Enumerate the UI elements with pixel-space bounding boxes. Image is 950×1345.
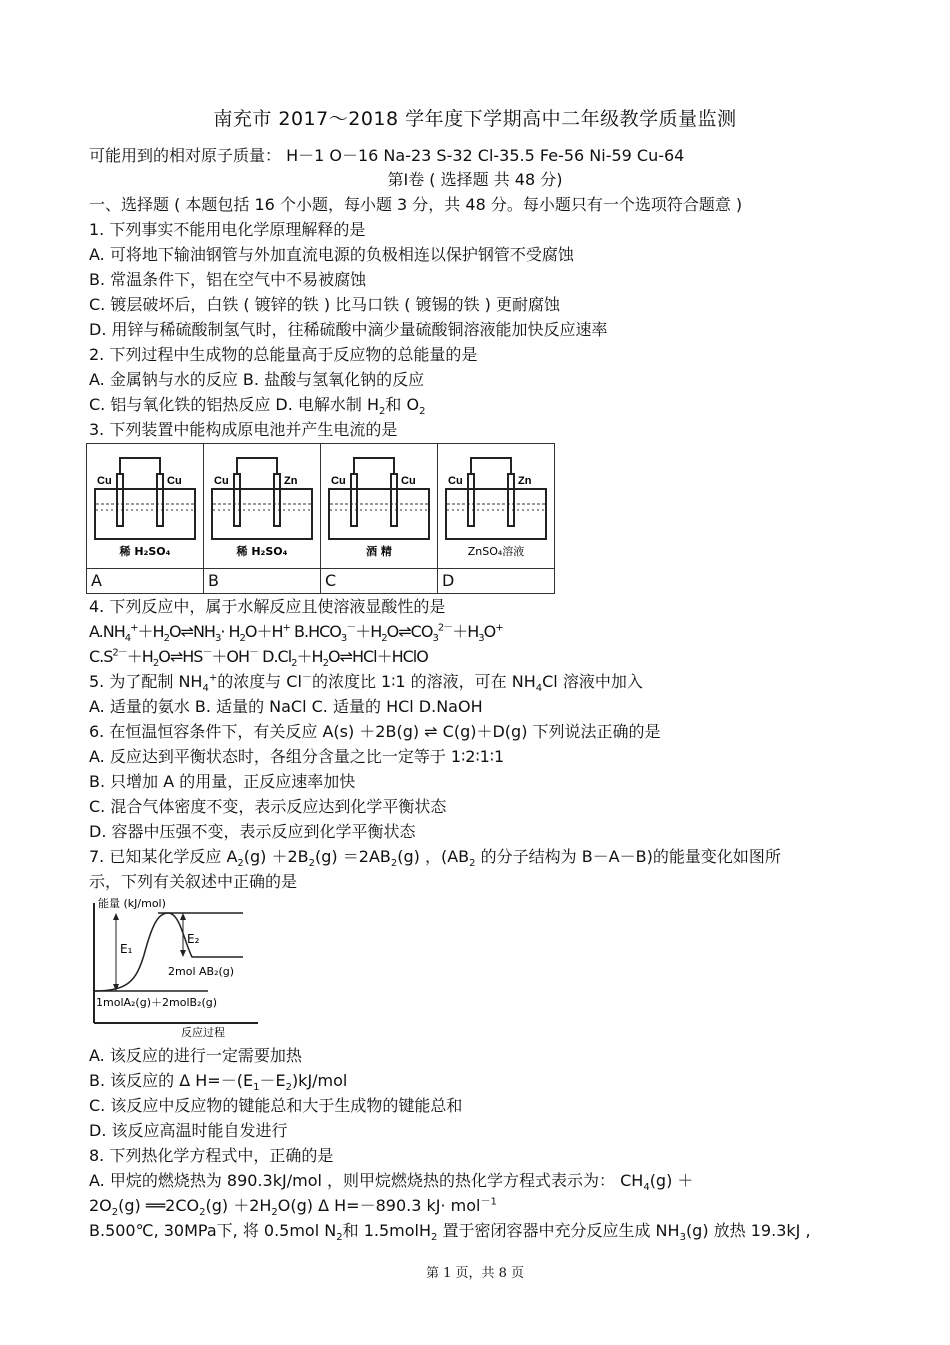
q1-option-d: D. 用锌与稀硫酸制氢气时，往稀硫酸中滴少量硫酸铜溶液能加快反应速率 bbox=[89, 320, 608, 339]
cell-diagram-a bbox=[87, 444, 203, 568]
svg-text:Cu: Cu bbox=[331, 475, 346, 487]
graph-reactant-label: 1molA₂(g)＋2molB₂(g) bbox=[96, 996, 218, 1009]
q2-options-cd: C. 铝与氧化铁的铝热反应 D. 电解水制 $H_2$和 $O_2$ bbox=[89, 395, 426, 418]
svg-text:Zn: Zn bbox=[284, 475, 298, 487]
page-title: 南充市 2017～2018 学年度下学期高中二年级教学质量监测 bbox=[213, 108, 737, 130]
q4-options-ab: $A.NH_4^++H_2O\rightleftharpoons NH_3\cdot H_2O+H^+$ $B.HCO_3^-+H_2O\rightleftharpoons CO_3^{2-}+H_3O^+$ bbox=[89, 622, 503, 645]
q6-option-a: A. 反应达到平衡状态时，各组分含量之比一定等于 1∶2∶1∶1 bbox=[89, 747, 505, 766]
q8-option-a: A. 甲烷的燃烧热为 890.3kJ/mol ，则甲烷燃烧热的热化学方程式表示为： $CH_4(g)$ ＋ bbox=[89, 1171, 694, 1194]
svg-text:Cu: Cu bbox=[214, 475, 229, 487]
q4-stem: 4. 下列反应中，属于水解反应且使溶液显酸性的是 bbox=[89, 597, 446, 616]
cell-label-d: D bbox=[438, 569, 555, 594]
q7-option-d: D. 该反应高温时能自发进行 bbox=[89, 1121, 288, 1140]
q3-stem: 3. 下列装置中能构成原电池并产生电流的是 bbox=[89, 420, 398, 439]
atomic-mass-line: 可能用到的相对原子质量： H－1 O－16 Na-23 S-32 Cl-35.5 Fe-56 Ni-59 Cu-64 bbox=[89, 146, 685, 165]
q7-stem-cont: 示，下列有关叙述中正确的是 bbox=[89, 872, 298, 891]
q4-options-cd: $C.S^{2-}+H_2O\rightleftharpoons HS^-+OH^-$ $D.Cl_2+H_2O\rightleftharpoons HCl+HClO$ bbox=[89, 647, 428, 670]
cell-label-a: A bbox=[87, 569, 204, 594]
q7-option-a: A. 该反应的进行一定需要加热 bbox=[89, 1046, 302, 1065]
graph-product-label: 2mol AB₂(g) bbox=[168, 965, 235, 978]
page-footer: 第 1 页，共 8 页 bbox=[425, 1266, 525, 1281]
q5-stem: 5. 为了配制 $NH_4^+$的浓度与 Cl－的浓度比 1∶1 的溶液，可在 $NH_4Cl$ 溶液中加入 bbox=[89, 672, 643, 695]
energy-diagram bbox=[88, 893, 263, 1038]
svg-text:Cu: Cu bbox=[97, 475, 112, 487]
q5-options: A. 适量的氨水 B. 适量的 NaCl C. 适量的 HCl D.NaOH bbox=[89, 697, 483, 716]
part-heading: 一、选择题 ( 本题包括 16 个小题，每小题 3 分，共 48 分。每小题只有一个选项符合题意 ) bbox=[89, 195, 743, 214]
svg-text:ZnSO₄溶液: ZnSO₄溶液 bbox=[467, 545, 525, 558]
q8-stem: 8. 下列热化学方程式中，正确的是 bbox=[89, 1146, 334, 1165]
q6-option-b: B. 只增加 A 的用量，正反应速率加快 bbox=[89, 772, 356, 791]
graph-xlabel: 反应过程 bbox=[181, 1026, 225, 1038]
cell-diagram-c bbox=[321, 444, 437, 568]
q6-option-d: D. 容器中压强不变，表示反应到化学平衡状态 bbox=[89, 822, 416, 841]
graph-ylabel: 能量 (kJ/mol) bbox=[98, 897, 166, 910]
q2-stem: 2. 下列过程中生成物的总能量高于反应物的总能量的是 bbox=[89, 345, 478, 364]
cell-diagram-b bbox=[204, 444, 320, 568]
cell-label-c: C bbox=[321, 569, 438, 594]
q7-option-c: C. 该反应中反应物的键能总和大于生成物的键能总和 bbox=[89, 1096, 463, 1115]
svg-text:稀 H₂SO₄: 稀 H₂SO₄ bbox=[236, 545, 288, 558]
svg-text:Cu: Cu bbox=[401, 475, 416, 487]
q6-option-c: C. 混合气体密度不变，表示反应达到化学平衡状态 bbox=[89, 797, 447, 816]
svg-text:Cu: Cu bbox=[167, 475, 182, 487]
svg-text:Zn: Zn bbox=[518, 475, 532, 487]
graph-e2: E₂ bbox=[187, 932, 200, 946]
q8-option-b: B.500℃, 30MPa下, 将 0.5mol $N_2$和 1.5molH$_2$ 置于密闭容器中充分反应生成 $NH_3(g)$ 放热 19.3kJ , bbox=[89, 1221, 811, 1244]
cell-diagram-d bbox=[438, 444, 554, 568]
q7-stem: 7. 已知某化学反应 $A_2(g) +2B_2(g) =2AB_2(g)$ ，($AB_2$ 的分子结构为 B－A－B)的能量变化如图所 bbox=[89, 847, 781, 870]
q2-options-ab: A. 金属钠与水的反应 B. 盐酸与氢氧化钠的反应 bbox=[89, 370, 425, 389]
q1-stem: 1. 下列事实不能用电化学原理解释的是 bbox=[89, 220, 366, 239]
graph-e1: E₁ bbox=[120, 942, 133, 956]
q1-option-a: A. 可将地下输油钢管与外加直流电源的负极相连以保护钢管不受腐蚀 bbox=[89, 245, 574, 264]
svg-text:稀 H₂SO₄: 稀 H₂SO₄ bbox=[119, 545, 171, 558]
q6-stem: 6. 在恒温恒容条件下，有关反应 A(s) ＋2B(g) ⇌ C(g)＋D(g) 下列说法正确的是 bbox=[89, 722, 661, 741]
q7-option-b: B. 该反应的 Δ $H=-(E_1-E_2)kJ$/mol bbox=[89, 1071, 348, 1094]
q1-option-c: C. 镀层破坏后，白铁 ( 镀锌的铁 ) 比马口铁 ( 镀锡的铁 ) 更耐腐蚀 bbox=[89, 295, 561, 314]
cell-label-b: B bbox=[204, 569, 321, 594]
section-heading: 第Ⅰ卷 ( 选择题 共 48 分) bbox=[387, 170, 563, 189]
q8-option-a-cont: $2O_2(g)$ $══2CO_2(g) +2H_2O(g)$ Δ H=－890.3 kJ· mol$^{-1}$ bbox=[89, 1196, 497, 1219]
q1-option-b: B. 常温条件下，铝在空气中不易被腐蚀 bbox=[89, 270, 367, 289]
svg-text:酒 精: 酒 精 bbox=[366, 545, 392, 558]
svg-text:Cu: Cu bbox=[448, 475, 463, 487]
q3-cell-table bbox=[86, 443, 555, 594]
